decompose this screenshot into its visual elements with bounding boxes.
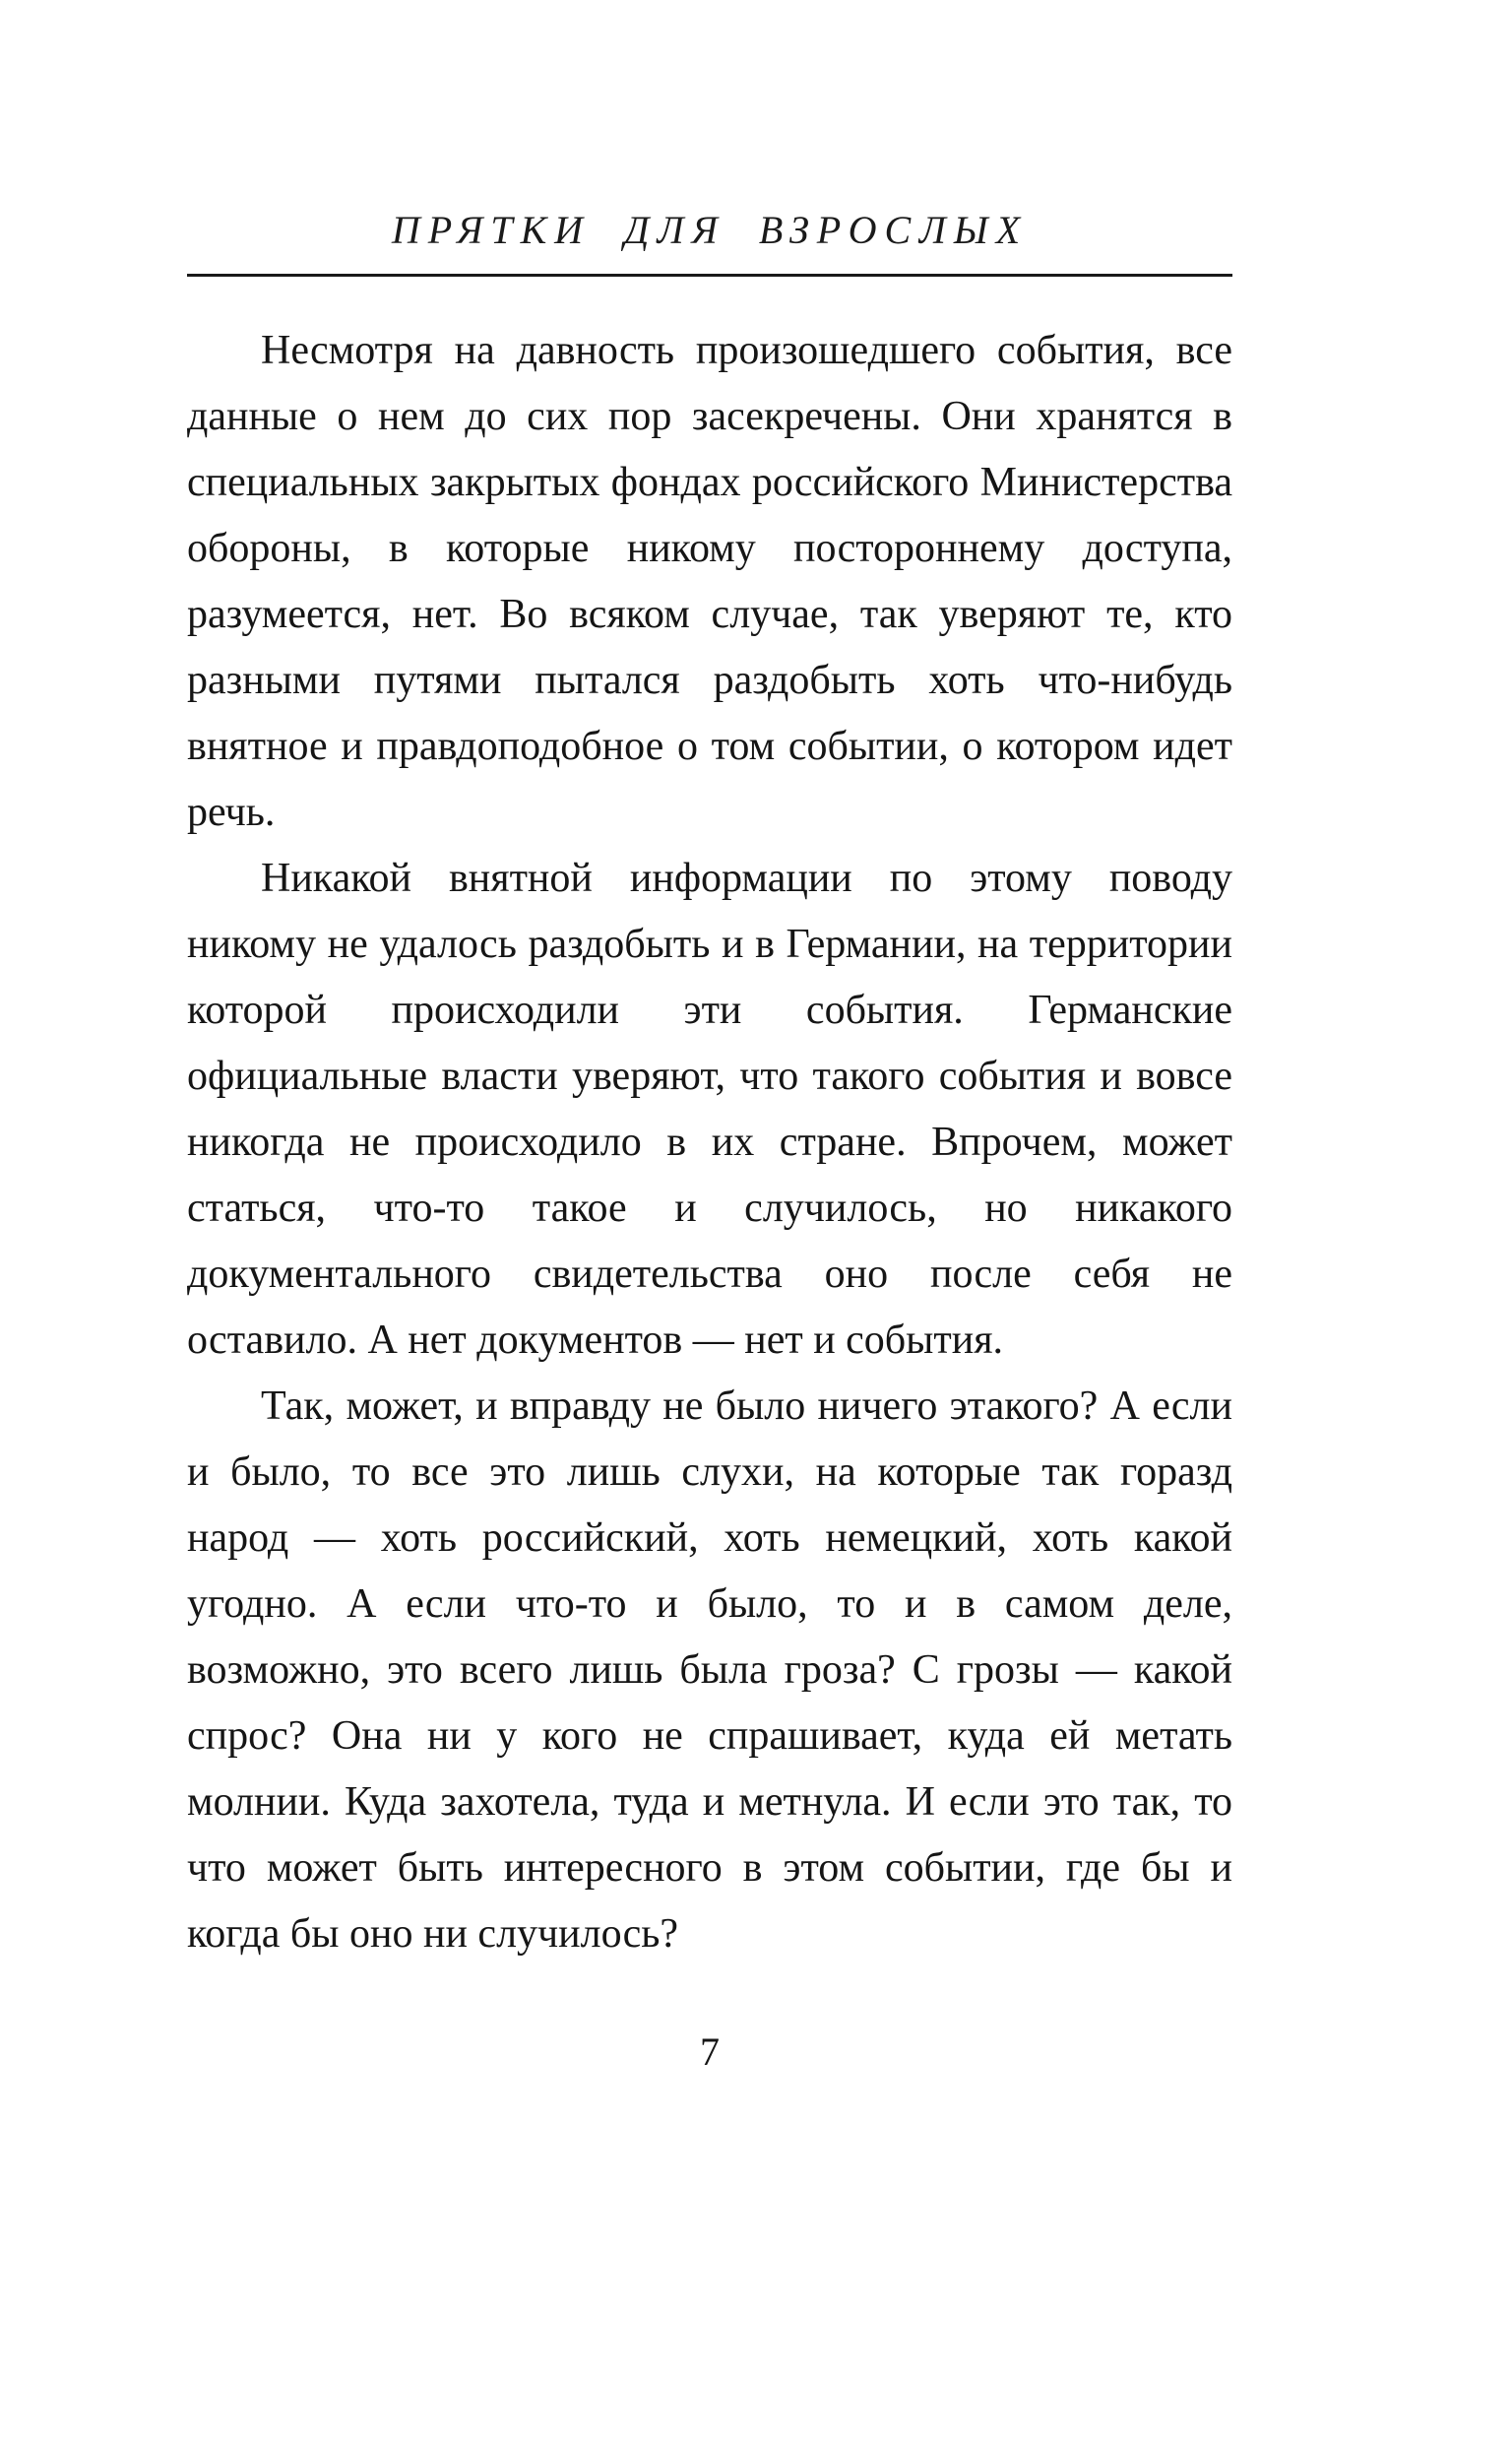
body-paragraph: Несмотря на давность произошедшего события, все данные о нем до сих пор засекречены. Они хранятся в специальных закрытых фондах российского Министерства обороны, в которые никому постороннему доступа, разумеется, нет. Во всяком случае, так уверяют те, кто разными путями пытался раздобыть хоть что-нибудь внятное и правдоподобное о том событии, о котором идет речь. [187,328,1232,835]
running-title: ПРЯТКИ ДЛЯ ВЗРОСЛЫХ [391,208,1029,252]
page-number: 7 [700,2029,720,2074]
page-footer [187,2028,1232,2076]
body-paragraph: Никакой внятной информации по этому поводу никому не удалось раздобыть и в Германии, на территории которой происходили эти события. Германские официальные власти уверяют, что такого события и вовсе никогда не происходило в их стране. Впрочем, может статься, что-то такое и случилось, но никакого документального свидетельства оно после себя не оставило. А нет документов — нет и события. [187,856,1232,1363]
header-rule [187,274,1232,277]
page-header [187,207,1232,277]
page-content [187,207,1232,2076]
body-paragraph: Так, может, и вправду не было ничего этакого? А если и было, то все это лишь слухи, на которые так горазд народ — хоть российский, хоть немецкий, хоть какой угодно. А если что-то и было, то и в самом деле, возможно, это всего лишь была гроза? С грозы — какой спрос? Она ни у кого не спрашивает, куда ей метать молнии. Куда захотела, туда и метнула. И если это так, то что может быть интересного в этом событии, где бы и когда бы оно ни случилось? [187,1383,1232,1957]
body-text [187,318,1232,1967]
